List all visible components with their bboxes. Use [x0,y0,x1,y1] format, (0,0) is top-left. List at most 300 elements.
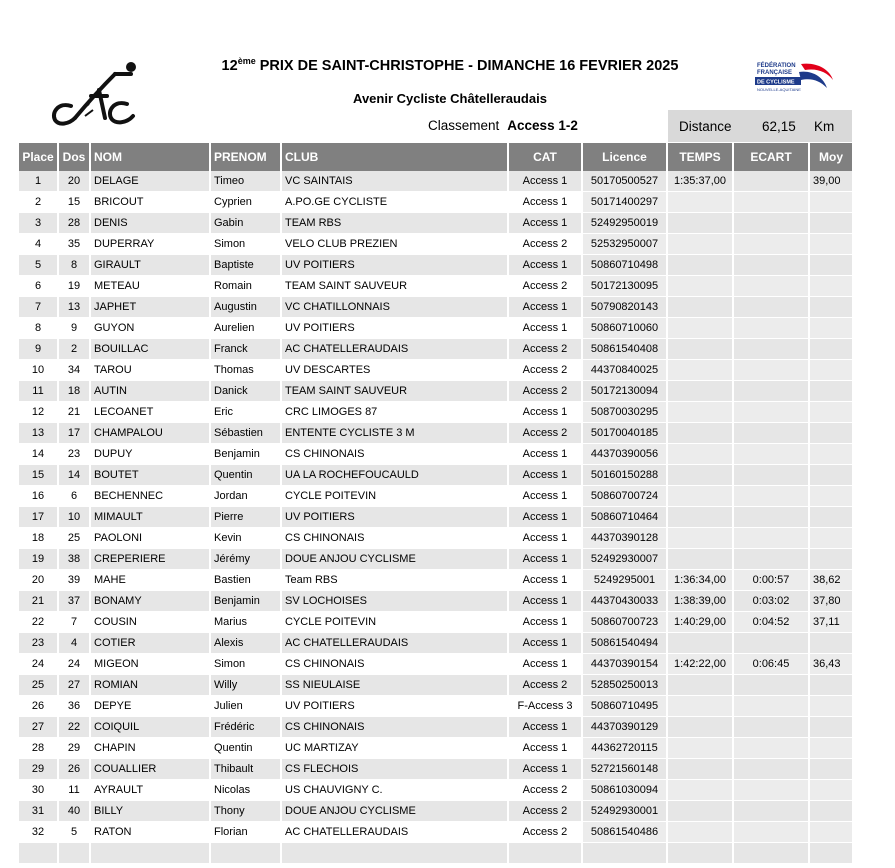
cell-temps [668,780,734,801]
table-row [19,696,852,717]
cell-dos: 21 [59,402,91,423]
cell-prenom: Bastien [211,570,282,591]
cell-nom: COTIER [91,633,211,654]
cell-place: 21 [19,591,59,612]
cell-cat: Access 1 [509,507,583,528]
cell-licence: 5249295001 [583,570,668,591]
cell-prenom: Gabin [211,213,282,234]
cell-temps [668,675,734,696]
cell-moy [810,192,852,213]
col-header-nom: NOM [91,143,211,171]
cell-licence: 52492950019 [583,213,668,234]
cell-club: CS FLECHOIS [282,759,509,780]
cell-nom: MAHE [91,570,211,591]
cell-moy [810,759,852,780]
cell-prenom: Romain [211,276,282,297]
table-row [19,507,852,528]
cell-nom: BILLY [91,801,211,822]
col-header-prenom: PRENOM [211,143,282,171]
cell-moy [810,465,852,486]
cell-dos: 2 [59,339,91,360]
table-row [19,591,852,612]
cell-cat: Access 2 [509,801,583,822]
col-header-place: Place [19,143,59,171]
cell-moy [810,339,852,360]
cell-moy [810,297,852,318]
cell-club: DOUE ANJOU CYCLISME [282,549,509,570]
results-table [19,143,852,864]
cell-club: AC CHATELLERAUDAIS [282,339,509,360]
cell-cat: Access 1 [509,591,583,612]
cell-temps [668,549,734,570]
federation-logo-icon [755,60,837,96]
cell-prenom: Nicolas [211,780,282,801]
cell-dos [59,843,91,864]
cell-club: AC CHATELLERAUDAIS [282,633,509,654]
cell-moy [810,507,852,528]
cell-cat: Access 1 [509,255,583,276]
cell-place: 6 [19,276,59,297]
table-row [19,801,852,822]
cell-ecart [734,360,810,381]
cell-club: CYCLE POITEVIN [282,486,509,507]
cell-temps [668,738,734,759]
cell-prenom: Cyprien [211,192,282,213]
cell-nom: BECHENNEC [91,486,211,507]
cell-prenom: Benjamin [211,591,282,612]
cell-licence: 50860710464 [583,507,668,528]
cell-prenom: Julien [211,696,282,717]
cell-prenom: Baptiste [211,255,282,276]
cell-cat: Access 1 [509,192,583,213]
cell-ecart [734,381,810,402]
table-row [19,213,852,234]
col-header-dos: Dos [59,143,91,171]
cell-prenom: Kevin [211,528,282,549]
table-row [19,318,852,339]
cell-place: 22 [19,612,59,633]
cell-dos: 15 [59,192,91,213]
cell-cat: Access 2 [509,276,583,297]
cell-licence: 50860700724 [583,486,668,507]
cell-dos: 8 [59,255,91,276]
cell-moy [810,255,852,276]
cell-club: VELO CLUB PREZIEN [282,234,509,255]
cell-moy [810,843,852,864]
cell-nom: DUPUY [91,444,211,465]
cell-moy [810,633,852,654]
cell-dos: 37 [59,591,91,612]
cell-nom: GUYON [91,318,211,339]
cell-place: 11 [19,381,59,402]
cell-moy [810,213,852,234]
col-header-temps: TEMPS [668,143,734,171]
cell-club: UC MARTIZAY [282,738,509,759]
cell-moy [810,822,852,843]
cell-dos: 36 [59,696,91,717]
cell-licence: 44370840025 [583,360,668,381]
cell-temps [668,633,734,654]
cell-licence: 50861540486 [583,822,668,843]
col-header-cat: CAT [509,143,583,171]
cell-prenom: Frédéric [211,717,282,738]
cell-place: 10 [19,360,59,381]
cell-temps [668,717,734,738]
cell-temps [668,297,734,318]
distance-label: Distance [679,119,732,134]
table-row [19,486,852,507]
cell-ecart [734,549,810,570]
cell-cat: Access 1 [509,171,583,192]
cell-ecart: 0:06:45 [734,654,810,675]
cell-club: UV DESCARTES [282,360,509,381]
cell-nom: ROMIAN [91,675,211,696]
cell-nom: METEAU [91,276,211,297]
col-header-moy: Moy [810,143,852,171]
cell-prenom: Thomas [211,360,282,381]
cell-club: UA LA ROCHEFOUCAULD [282,465,509,486]
cell-ecart [734,402,810,423]
cell-ecart [734,759,810,780]
cell-nom: DEPYE [91,696,211,717]
cell-ecart [734,696,810,717]
cell-place: 13 [19,423,59,444]
cell-moy [810,801,852,822]
cell-prenom: Marius [211,612,282,633]
cell-licence: 52721560148 [583,759,668,780]
cell-prenom: Sébastien [211,423,282,444]
cell-club: TEAM SAINT SAUVEUR [282,381,509,402]
table-row [19,402,852,423]
cell-nom [91,843,211,864]
cell-place: 2 [19,192,59,213]
cell-licence: 50172130095 [583,276,668,297]
cell-club: UV POITIERS [282,696,509,717]
cell-ecart [734,276,810,297]
cell-nom: CREPERIERE [91,549,211,570]
cell-moy [810,402,852,423]
cell-cat: Access 1 [509,633,583,654]
cell-nom: CHAPIN [91,738,211,759]
cell-dos: 23 [59,444,91,465]
cell-nom: PAOLONI [91,528,211,549]
cyclist-logo-icon [45,60,150,130]
cell-place: 9 [19,339,59,360]
cell-prenom: Thibault [211,759,282,780]
cell-place: 14 [19,444,59,465]
cell-ecart [734,423,810,444]
cell-club: TEAM RBS [282,213,509,234]
cell-nom: TAROU [91,360,211,381]
cell-temps [668,339,734,360]
cell-licence: 50861540494 [583,633,668,654]
cell-cat: Access 2 [509,822,583,843]
cell-moy: 38,62 [810,570,852,591]
cell-licence: 50860700723 [583,612,668,633]
cell-moy: 36,43 [810,654,852,675]
table-row [19,654,852,675]
cell-place: 15 [19,465,59,486]
cell-ecart [734,717,810,738]
cell-dos: 27 [59,675,91,696]
cell-prenom: Quentin [211,465,282,486]
cell-nom: COIQUIL [91,717,211,738]
cell-nom: AUTIN [91,381,211,402]
cell-cat: Access 1 [509,759,583,780]
cell-licence: 50861540408 [583,339,668,360]
cell-place: 27 [19,717,59,738]
cell-place: 30 [19,780,59,801]
distance-box [668,110,852,142]
cell-temps: 1:42:22,00 [668,654,734,675]
cell-dos: 35 [59,234,91,255]
cell-dos: 29 [59,738,91,759]
cell-dos: 25 [59,528,91,549]
table-row [19,360,852,381]
cell-moy [810,276,852,297]
cell-place: 31 [19,801,59,822]
cell-licence: 50160150288 [583,465,668,486]
table-row [19,570,852,591]
cell-nom: CHAMPALOU [91,423,211,444]
cell-temps [668,822,734,843]
cell-licence: 50860710495 [583,696,668,717]
cell-place [19,843,59,864]
cell-licence: 44370430033 [583,591,668,612]
table-row [19,633,852,654]
cell-cat: F-Access 3 [509,696,583,717]
cell-place: 8 [19,318,59,339]
club-logo [45,60,150,130]
cell-dos: 6 [59,486,91,507]
cell-temps [668,759,734,780]
cell-temps: 1:36:34,00 [668,570,734,591]
cell-dos: 10 [59,507,91,528]
table-row [19,738,852,759]
cell-prenom: Augustin [211,297,282,318]
cell-moy [810,675,852,696]
cell-ecart [734,465,810,486]
cell-place: 1 [19,171,59,192]
cell-ecart [734,486,810,507]
cell-dos: 38 [59,549,91,570]
cell-club: US CHAUVIGNY C. [282,780,509,801]
cell-moy [810,381,852,402]
cell-dos: 11 [59,780,91,801]
cell-cat: Access 1 [509,402,583,423]
cell-licence: 50861030094 [583,780,668,801]
cell-dos: 13 [59,297,91,318]
cell-nom: MIGEON [91,654,211,675]
classement-label: Classement [428,118,500,133]
cell-cat: Access 1 [509,717,583,738]
cell-licence: 50170500527 [583,171,668,192]
cell-temps [668,318,734,339]
cell-place: 24 [19,654,59,675]
cell-cat: Access 2 [509,381,583,402]
distance-value: 62,15 [762,119,796,134]
cell-ecart [734,318,810,339]
cell-temps [668,213,734,234]
cell-prenom: Timeo [211,171,282,192]
cell-licence: 44362720115 [583,738,668,759]
cell-club: A.PO.GE CYCLISTE [282,192,509,213]
cell-club: UV POITIERS [282,255,509,276]
cell-ecart [734,822,810,843]
cell-dos: 34 [59,360,91,381]
cell-club: CS CHINONAIS [282,654,509,675]
cell-cat: Access 1 [509,444,583,465]
cell-club: CS CHINONAIS [282,528,509,549]
cell-place: 18 [19,528,59,549]
cell-club: DOUE ANJOU CYCLISME [282,801,509,822]
cell-ecart [734,801,810,822]
cell-temps [668,381,734,402]
cell-dos: 26 [59,759,91,780]
cell-club: AC CHATELLERAUDAIS [282,822,509,843]
cell-licence [583,843,668,864]
organizer-name: Avenir Cycliste Châtelleraudais [353,91,547,106]
cell-cat: Access 1 [509,528,583,549]
cell-place: 19 [19,549,59,570]
cell-temps [668,360,734,381]
cell-prenom: Jordan [211,486,282,507]
cell-prenom: Simon [211,654,282,675]
cell-club: TEAM SAINT SAUVEUR [282,276,509,297]
table-row [19,423,852,444]
cell-nom: BOUILLAC [91,339,211,360]
cell-prenom: Florian [211,822,282,843]
cell-moy [810,318,852,339]
cell-nom: COUALLIER [91,759,211,780]
cell-licence: 50170040185 [583,423,668,444]
table-row [19,234,852,255]
cell-temps [668,696,734,717]
cell-ecart [734,633,810,654]
table-row [19,444,852,465]
table-row [19,528,852,549]
cell-moy: 37,80 [810,591,852,612]
cell-licence: 50860710060 [583,318,668,339]
cell-moy [810,486,852,507]
table-row [19,465,852,486]
table-row [19,717,852,738]
cell-prenom: Simon [211,234,282,255]
cell-prenom: Alexis [211,633,282,654]
table-row [19,171,852,192]
cell-moy [810,423,852,444]
cell-temps: 1:35:37,00 [668,171,734,192]
cell-licence: 52492930007 [583,549,668,570]
cell-ecart [734,339,810,360]
table-row [19,549,852,570]
cell-temps [668,234,734,255]
cell-cat: Access 2 [509,360,583,381]
cell-temps [668,507,734,528]
cell-moy: 39,00 [810,171,852,192]
cell-cat: Access 2 [509,234,583,255]
cell-dos: 22 [59,717,91,738]
race-title: 12ème PRIX DE SAINT-CHRISTOPHE - DIMANCHE 16 FEVRIER 2025 [221,56,679,74]
cell-licence: 50790820143 [583,297,668,318]
svg-text:DE CYCLISME: DE CYCLISME [757,79,795,86]
cell-place: 16 [19,486,59,507]
cell-ecart [734,213,810,234]
cell-dos: 9 [59,318,91,339]
cell-club: Team RBS [282,570,509,591]
cell-club: SS NIEULAISE [282,675,509,696]
col-header-licence: Licence [583,143,668,171]
cell-prenom: Franck [211,339,282,360]
cell-temps: 1:40:29,00 [668,612,734,633]
cell-prenom: Willy [211,675,282,696]
table-row [19,276,852,297]
cell-ecart: 0:04:52 [734,612,810,633]
cell-licence: 44370390129 [583,717,668,738]
cell-cat: Access 1 [509,738,583,759]
cell-nom: BONAMY [91,591,211,612]
cell-place: 7 [19,297,59,318]
cell-nom: DENIS [91,213,211,234]
cell-club: VC CHATILLONNAIS [282,297,509,318]
cell-club: CYCLE POITEVIN [282,612,509,633]
cell-ecart: 0:00:57 [734,570,810,591]
cell-temps [668,423,734,444]
cell-ecart [734,171,810,192]
federation-logo [755,60,837,96]
cell-ecart [734,297,810,318]
cell-ecart [734,192,810,213]
cell-temps [668,444,734,465]
cell-ecart [734,444,810,465]
cell-moy [810,738,852,759]
cell-dos: 19 [59,276,91,297]
cell-moy [810,717,852,738]
svg-text:FRANÇAISE: FRANÇAISE [757,70,793,76]
cell-moy [810,360,852,381]
cell-dos: 20 [59,171,91,192]
cell-prenom: Pierre [211,507,282,528]
table-header-row [19,143,852,171]
cell-licence: 50870030295 [583,402,668,423]
cell-place: 26 [19,696,59,717]
table-row [19,843,852,864]
cell-moy [810,696,852,717]
cell-cat: Access 1 [509,570,583,591]
cell-licence: 44370390154 [583,654,668,675]
cell-ecart: 0:03:02 [734,591,810,612]
cell-ecart [734,255,810,276]
cell-dos: 40 [59,801,91,822]
cell-cat: Access 2 [509,423,583,444]
cell-temps [668,528,734,549]
classement-value: Access 1-2 [507,118,578,133]
cell-temps [668,192,734,213]
cell-cat: Access 1 [509,213,583,234]
cell-licence: 50860710498 [583,255,668,276]
cell-nom: BOUTET [91,465,211,486]
cell-prenom: Benjamin [211,444,282,465]
cell-place: 5 [19,255,59,276]
cell-temps [668,276,734,297]
cell-cat: Access 2 [509,339,583,360]
cell-nom: DUPERRAY [91,234,211,255]
cell-cat: Access 1 [509,486,583,507]
cell-club: SV LOCHOISES [282,591,509,612]
cell-temps [668,486,734,507]
cell-moy [810,780,852,801]
col-header-ecart: ECART [734,143,810,171]
